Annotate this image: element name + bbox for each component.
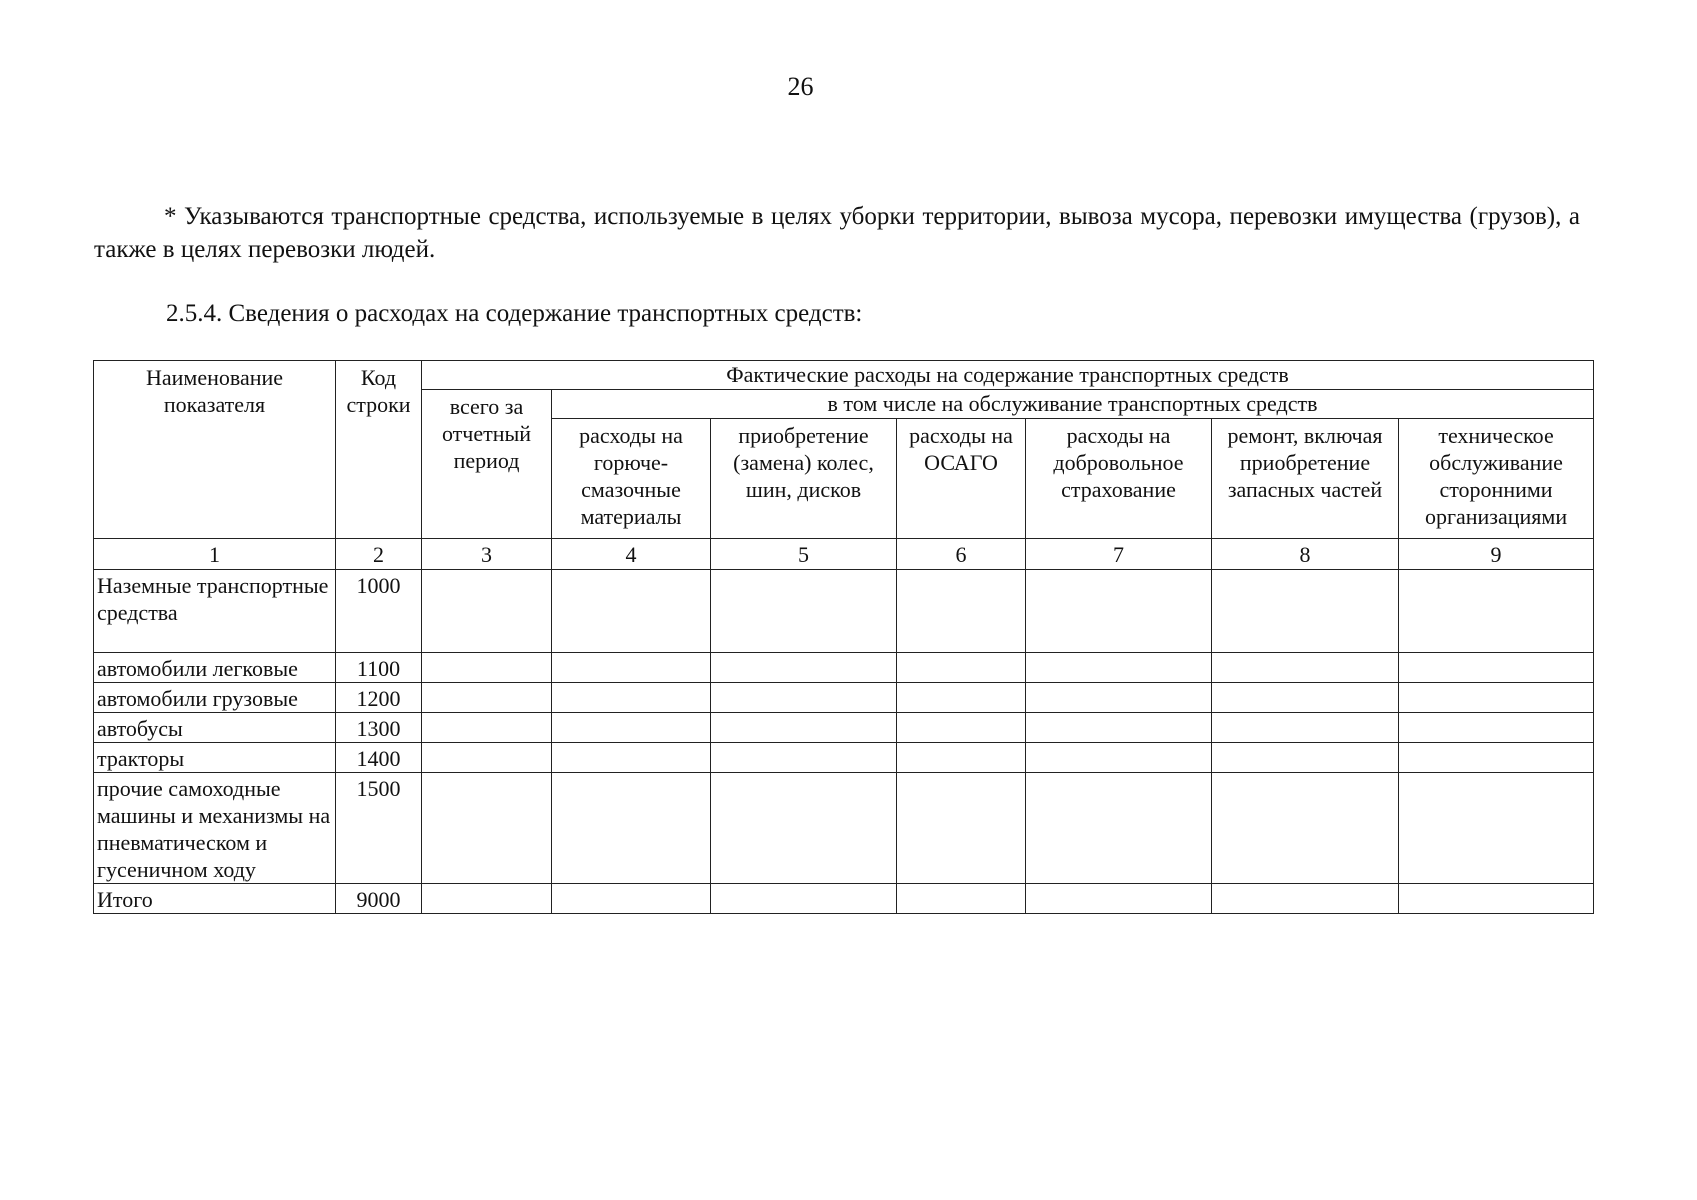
- header-sub-col: техническое обслуживание сторонними организациями: [1399, 419, 1594, 539]
- empty-cell: [552, 683, 711, 713]
- column-number-row: [94, 539, 1594, 570]
- empty-cell: [552, 884, 711, 914]
- header-total-period: всего за отчетный период: [441, 394, 532, 473]
- row-code: 9000: [336, 884, 422, 914]
- column-number: 4: [552, 539, 711, 570]
- empty-cell: [1399, 713, 1594, 743]
- empty-cell: [1212, 773, 1399, 884]
- row-code: 1500: [336, 773, 422, 884]
- table-row-total: [94, 884, 1594, 914]
- empty-cell: [552, 773, 711, 884]
- empty-cell: [1399, 773, 1594, 884]
- section-title: 2.5.4. Сведения о расходах на содержание транспортных средств:: [166, 300, 863, 327]
- row-code: 1400: [336, 743, 422, 773]
- empty-cell: [711, 683, 897, 713]
- empty-cell: [1212, 570, 1399, 653]
- empty-cell: [1026, 884, 1212, 914]
- row-code: 1000: [336, 570, 422, 653]
- empty-cell: [1026, 773, 1212, 884]
- row-code: 1300: [336, 713, 422, 743]
- empty-cell: [897, 713, 1026, 743]
- empty-cell: [897, 884, 1026, 914]
- empty-cell: [1399, 683, 1594, 713]
- row-name: Итого: [94, 884, 336, 914]
- expenses-table: [93, 360, 1594, 914]
- empty-cell: [552, 713, 711, 743]
- column-number: 5: [711, 539, 897, 570]
- empty-cell: [1026, 743, 1212, 773]
- empty-cell: [897, 683, 1026, 713]
- page-number: [0, 72, 1697, 102]
- header-name: Наименование показателя: [145, 365, 284, 417]
- empty-cell: [1399, 653, 1594, 683]
- empty-cell: [1026, 683, 1212, 713]
- empty-cell: [711, 570, 897, 653]
- empty-cell: [1026, 570, 1212, 653]
- header-sub-col: ремонт, включая приобретение запасных частей: [1212, 419, 1399, 539]
- column-number: 3: [422, 539, 552, 570]
- expenses-table-wrap: [93, 360, 1594, 914]
- empty-cell: [711, 884, 897, 914]
- header-total-cell: [422, 390, 552, 539]
- page-number-text: 26: [787, 72, 814, 101]
- empty-cell: [897, 743, 1026, 773]
- empty-cell: [897, 653, 1026, 683]
- empty-cell: [1212, 743, 1399, 773]
- header-code-cell: [336, 361, 422, 539]
- header-code: Код строки: [346, 365, 411, 417]
- header-sub-col: приобретение (замена) колес, шин, дисков: [711, 419, 897, 539]
- column-number: 7: [1026, 539, 1212, 570]
- empty-cell: [422, 713, 552, 743]
- footnote: * Указываются транспортные средства, используемые в целях уборки территории, вывоза мусора, перевозки имущества (грузов), а также в целях перевозки людей.: [94, 203, 1580, 263]
- table-row: [94, 773, 1594, 884]
- header-actual-costs-cell: [422, 361, 1594, 390]
- table-row: [94, 653, 1594, 683]
- table-row: [94, 570, 1594, 653]
- empty-cell: [1212, 653, 1399, 683]
- header-sub-col: расходы на ОСАГО: [897, 419, 1026, 539]
- empty-cell: [711, 653, 897, 683]
- empty-cell: [1399, 884, 1594, 914]
- row-name: автомобили легковые: [94, 653, 336, 683]
- empty-cell: [1026, 713, 1212, 743]
- empty-cell: [422, 570, 552, 653]
- empty-cell: [422, 773, 552, 884]
- header-including-service: в том числе на обслуживание транспортных средств: [827, 391, 1318, 416]
- row-code: 1200: [336, 683, 422, 713]
- empty-cell: [1399, 570, 1594, 653]
- empty-cell: [1212, 713, 1399, 743]
- header-sub-col: расходы на добровольное страхование: [1026, 419, 1212, 539]
- empty-cell: [552, 653, 711, 683]
- empty-cell: [897, 570, 1026, 653]
- table-row: [94, 713, 1594, 743]
- empty-cell: [552, 570, 711, 653]
- row-code: 1100: [336, 653, 422, 683]
- empty-cell: [1212, 683, 1399, 713]
- empty-cell: [711, 773, 897, 884]
- empty-cell: [422, 884, 552, 914]
- empty-cell: [1212, 884, 1399, 914]
- column-number: 6: [897, 539, 1026, 570]
- header-row-1: [94, 361, 1594, 390]
- header-including-cell: [552, 390, 1594, 419]
- empty-cell: [897, 773, 1026, 884]
- column-number: 2: [336, 539, 422, 570]
- empty-cell: [422, 743, 552, 773]
- table-row: [94, 683, 1594, 713]
- row-name: автомобили грузовые: [94, 683, 336, 713]
- empty-cell: [1399, 743, 1594, 773]
- row-name: Наземные транспортные средства: [94, 570, 336, 653]
- column-number: 1: [94, 539, 336, 570]
- header-sub-col: расходы на горюче-смазочные материалы: [552, 419, 711, 539]
- row-name: прочие самоходные машины и механизмы на пневматическом и гусеничном ходу: [94, 773, 336, 884]
- empty-cell: [422, 653, 552, 683]
- header-actual-costs: Фактические расходы на содержание транспортных средств: [726, 362, 1289, 387]
- row-name: тракторы: [94, 743, 336, 773]
- empty-cell: [552, 743, 711, 773]
- column-number: 8: [1212, 539, 1399, 570]
- empty-cell: [422, 683, 552, 713]
- empty-cell: [1026, 653, 1212, 683]
- header-name-cell: [94, 361, 336, 539]
- empty-cell: [711, 743, 897, 773]
- empty-cell: [711, 713, 897, 743]
- column-number: 9: [1399, 539, 1594, 570]
- row-name: автобусы: [94, 713, 336, 743]
- table-row: [94, 743, 1594, 773]
